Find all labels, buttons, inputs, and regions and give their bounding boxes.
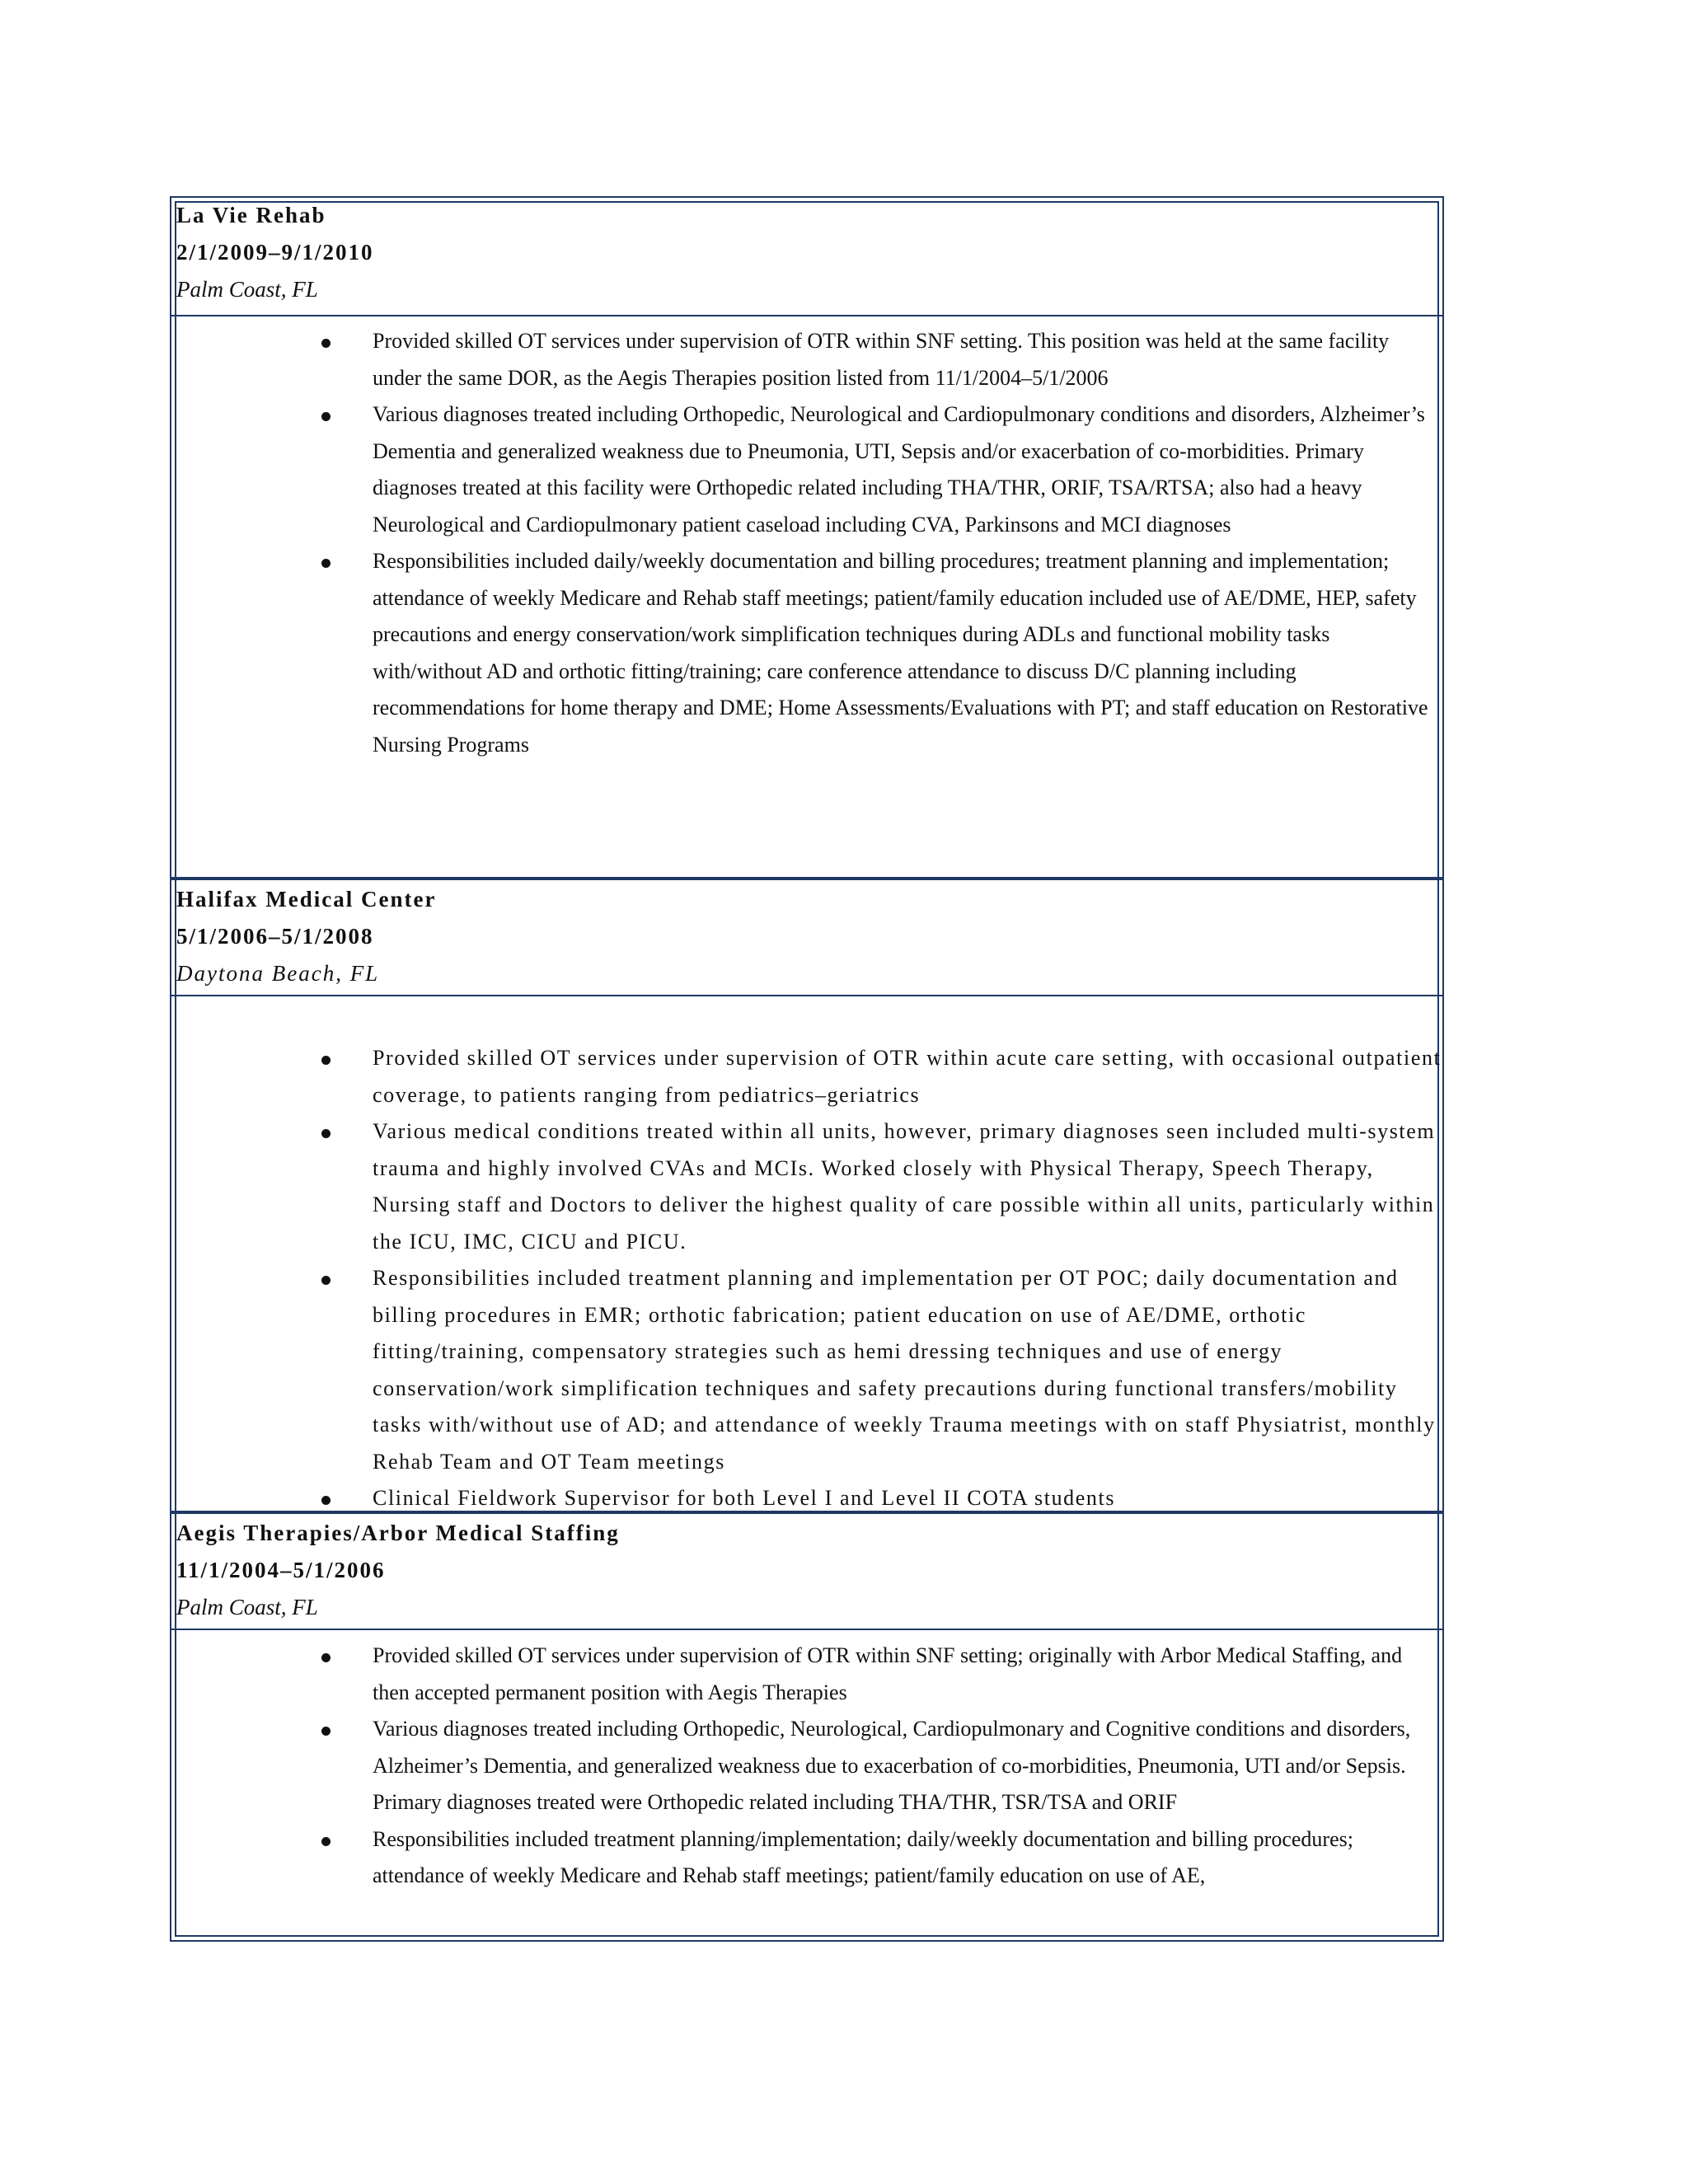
employment-dates: 11/1/2004–5/1/2006 [176,1558,386,1582]
position-bullets-aegis-therapies [313,1638,1442,1895]
bullet-icon [321,1653,331,1662]
list-item [313,1480,1442,1517]
employment-dates: 2/1/2009–9/1/2010 [176,240,374,265]
bullet-text: Provided skilled OT services under supervision of OTR within acute care setting, with occasional outpatient coverage, to patients ranging from pediatrics–geriatrics [373,1046,1442,1107]
section-divider [170,877,1444,880]
company-name: Aegis Therapies/Arbor Medical Staffing [176,1521,620,1545]
bullet-text: Provided skilled OT services under supervision of OTR within SNF setting; originally with Arbor Medical Staffing, and then accepted permanent position with Aegis Therapies [373,1643,1403,1704]
list-item [313,1638,1442,1711]
bullet-icon [321,1276,331,1285]
bullet-text: Responsibilities included daily/weekly documentation and billing procedures; treatment planning and implementation; attendance of weekly Medicare and Rehab staff meetings; patient/family education included use of AE/DME, HEP, safety precautions and energy conservation/work simplification techniques during ADLs and functional mobility tasks with/without AD and orthotic fitting/training; care conference attendance to discuss D/C planning including recommendations for home therapy and DME; Home Assessments/Evaluations with PT; and staff education on Restorative Nursing Programs [373,549,1428,757]
position-header-la-vie-rehab [176,197,1437,308]
employment-dates: 5/1/2006–5/1/2008 [176,924,374,949]
bullet-icon [321,559,331,568]
position-bullets-la-vie-rehab [313,323,1442,763]
list-item [313,396,1442,543]
job-location: Daytona Beach, FL [176,961,380,986]
bullet-text: Clinical Fieldwork Supervisor for both Level I and Level II COTA students [373,1486,1116,1510]
section-divider [170,995,1444,996]
bullet-icon [321,412,331,421]
bullet-text: Responsibilities included treatment planning/implementation; daily/weekly documentation and billing procedures; attendance of weekly Medicare and Rehab staff meetings; patient/family education on use of AE, [373,1826,1353,1887]
list-item [313,323,1442,396]
bullet-icon [321,1056,331,1065]
list-item [313,543,1442,763]
bullet-text: Various diagnoses treated including Orthopedic, Neurological and Cardiopulmonary conditions and disorders, Alzheimer’s Dementia and generalized weakness due to Pneumonia, UTI, Sepsis and/or exacerbation of co-morbidities. Primary diagnoses treated at this facility were Orthopedic related including THA/THR, ORIF, TSA/RTSA; also had a heavy Neurological and Cardiopulmonary patient caseload including CVA, Parkinsons and MCI diagnoses [373,402,1425,537]
position-bullets-halifax-medical-center [313,1040,1442,1517]
bullet-text: Responsibilities included treatment planning and implementation per OT POC; daily documentation and billing procedures in EMR; orthotic fabrication; patient education on use of AE/DME, orthotic fitting/training, compensatory strategies such as hemi dressing techniques and use of energy conservation/work simplification techniques and safety precautions during functional transfers/mobility tasks with/without use of AD; and attendance of weekly Trauma meetings with on staff Physiatrist, monthly Rehab Team and OT Team meetings [373,1266,1436,1474]
bullet-icon [321,1129,331,1138]
list-item [313,1821,1442,1895]
job-location: Palm Coast, FL [176,1595,318,1619]
position-header-aegis-therapies [176,1515,1437,1626]
company-name: La Vie Rehab [176,203,326,227]
job-location: Palm Coast, FL [176,277,318,302]
bullet-text: Various medical conditions treated within all units, however, primary diagnoses seen included multi-system trauma and highly involved CVAs and MCIs. Worked closely with Physical Therapy, Speech Therapy, Nursing staff and Doctors to deliver the highest quality of care possible within all units, particularly within the ICU, IMC, CICU and PICU. [373,1119,1436,1254]
company-name: Halifax Medical Center [176,887,437,912]
bullet-icon [321,1837,331,1846]
bullet-icon [321,339,331,348]
bullet-icon [321,1727,331,1736]
bullet-icon [321,1496,331,1505]
list-item [313,1040,1442,1113]
list-item [313,1260,1442,1480]
bullet-text: Provided skilled OT services under supervision of OTR within SNF setting. This position was held at the same facility under the same DOR, as the Aegis Therapies position listed from 11/1/2004–5/1/2006 [373,329,1390,390]
section-divider [170,1629,1444,1630]
list-item [313,1711,1442,1821]
list-item [313,1113,1442,1260]
bullet-text: Various diagnoses treated including Orthopedic, Neurological, Cardiopulmonary and Cognitive conditions and disorders, Alzheimer’s Dementia, and generalized weakness due to exacerbation of co-morbidities, Pneumonia, UTI and/or Sepsis. Primary diagnoses treated were Orthopedic related including THA/THR, TSR/TSA and ORIF [373,1717,1411,1814]
position-header-halifax-medical-center [176,881,1437,992]
section-divider [170,315,1444,316]
